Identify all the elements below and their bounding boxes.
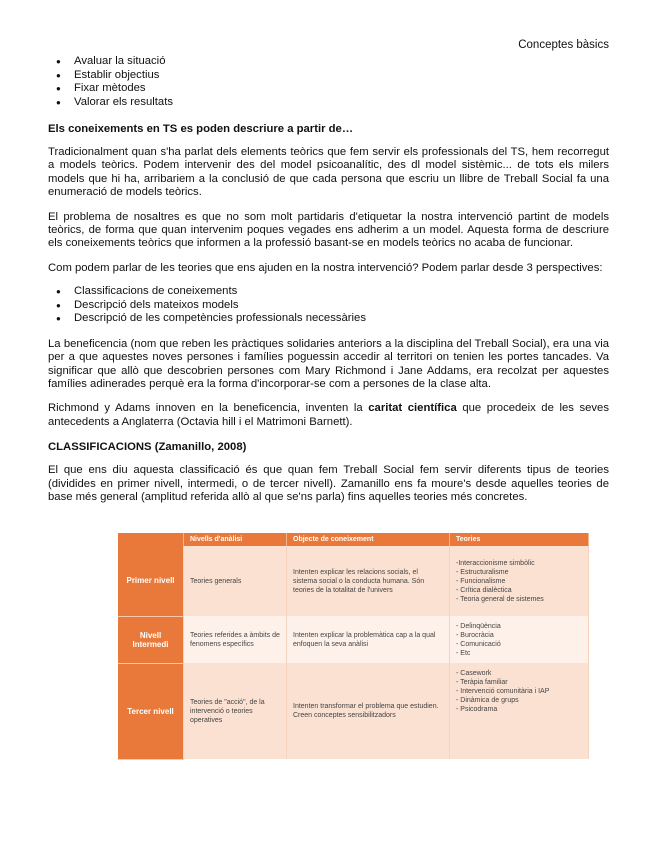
theory-item: - Teràpia familiar — [456, 679, 508, 686]
section-heading: CLASSIFICACIONS (Zamanillo, 2008) — [48, 441, 247, 454]
list-item: ● Classificacions de coneixements — [74, 285, 609, 299]
text-run: que procedeix de les seves antecedents a Anglaterra (Octavia hill i el Matrimoni Barnett). — [48, 402, 609, 428]
theory-item: - Casework — [456, 670, 492, 677]
steps-list — [48, 55, 609, 109]
paragraph: Tradicionalment quan s'ha parlat dels elements teòrics que fem servir els professionals del TS, hem recorregut a models teòrics. Podem intervenir des del model psicoanalític, des dl model sistèmic... de tots els milers models que hi ha, arribariem a la conclusió de que cada persona que escriu un llibre de Treball Social fa una enumeració de models teòrics. — [48, 146, 609, 199]
table-header-cell: Teories — [450, 533, 589, 546]
theory-item: - Crítica dialèctica — [456, 586, 512, 594]
table-header-row — [118, 533, 589, 546]
document-body — [48, 55, 609, 504]
table-row — [118, 616, 589, 663]
theory-item: - Psicodrama — [456, 706, 498, 713]
text-run: Richmond y Adams innoven en la beneficencia, inventen la — [48, 402, 369, 415]
theory-item: - Burocràcia — [456, 631, 494, 639]
table-cell-theories — [450, 663, 589, 759]
table-cell: Teories de "acció", de la intervenció o teories operatives — [184, 663, 287, 759]
section-heading: Els coneixements en TS es poden descriure a partir de… — [48, 123, 354, 135]
paragraph — [48, 402, 609, 429]
table-header-cell: Objecte de coneixement — [287, 533, 450, 546]
table-cell-theories — [450, 546, 589, 616]
table-cell: Intenten explicar les relacions socials, el sistema social o la conducta humana. Són teories de la totalitat de l'univers — [287, 546, 450, 616]
theory-item: - Dinàmica de grups — [456, 697, 519, 704]
perspectives-list — [48, 285, 609, 326]
list-item: ● Establir objectius — [74, 69, 609, 83]
list-item: ● Descripció dels mateixos models — [74, 299, 609, 313]
bold-term: caritat científica — [368, 402, 457, 415]
table-header-cell: Nivells d'anàlisi — [184, 533, 287, 546]
table-cell: Teories referides a àmbits de fenomens específics — [184, 616, 287, 663]
paragraph: El problema de nosaltres es que no som molt partidaris d'etiquetar la nostra intervenció partint de models teòrics, de forma que quan intervenim poques vegades ens adherim a un model. Aquesta forma de descriure els coneixements teòrics que informen a la professió basant-se en models teòrics no acaba de funcionar. — [48, 210, 609, 250]
list-item: ● Descripció de les competències professionals necessàries — [74, 312, 609, 326]
table-row — [118, 546, 589, 616]
theory-item: - Intervenció comunitària i IAP — [456, 688, 550, 695]
table-cell: Intenten transformar el problema que estudien. Creen conceptes sensibilitzadors — [287, 663, 450, 759]
list-item: ● Valorar els resultats — [74, 96, 609, 110]
theory-item: - Delinqüència — [456, 622, 501, 630]
theory-item: - Teoria general de sistemes — [456, 595, 544, 603]
row-level-label: Primer nivell — [118, 546, 184, 616]
paragraph: La beneficencia (nom que reben les pràctiques solidaries anteriors a la disciplina del Treball Social), era una via per a que aquestes noves persones i famílies poguessin accedir al territori on tenien les portes tancades. Va significar que allò que descobrien persones com Mary Richmond i Jane Addams, era recolzat per aquestes famílies adinerades perquè era la forma d'incorporar-se com a persones de la clase alta. — [48, 337, 609, 390]
theory-item: - Funcionalisme — [456, 577, 506, 585]
classification-table — [118, 533, 589, 760]
table-header-cell — [118, 533, 184, 546]
page-header-title: Conceptes bàsics — [518, 39, 609, 51]
list-item: ● Avaluar la situació — [74, 55, 609, 69]
table-cell: Teories generals — [184, 546, 287, 616]
row-level-label: Tercer nivell — [118, 663, 184, 759]
list-item: ● Fixar mètodes — [74, 82, 609, 96]
table-row — [118, 663, 589, 759]
paragraph: Com podem parlar de les teories que ens ajuden en la nostra intervenció? Podem parlar desde 3 perspectives: — [48, 261, 603, 274]
table-cell-theories — [450, 616, 589, 663]
row-level-label: Nivell Intermedi — [118, 616, 184, 663]
paragraph: El que ens diu aquesta classificació és que quan fem Treball Social fem servir diferents tipus de teories (dividides en primer nivell, intermedi, o de tercer nivell). Zamanillo ens fa moure's desde aquelles teories de base més general (amplitud referida allò al que se'ns parla) fins aquelles teories més concretes. — [48, 464, 609, 503]
theory-item: -Interaccionisme simbòlic — [456, 559, 535, 567]
theory-item: - Etc — [456, 649, 471, 657]
theory-item: - Estructuralisme — [456, 568, 509, 576]
theory-item: - Comunicació — [456, 640, 501, 648]
table-cell: Intenten explicar la problemàtica cap a la qual enfoquen la seva anàlisi — [287, 616, 450, 663]
